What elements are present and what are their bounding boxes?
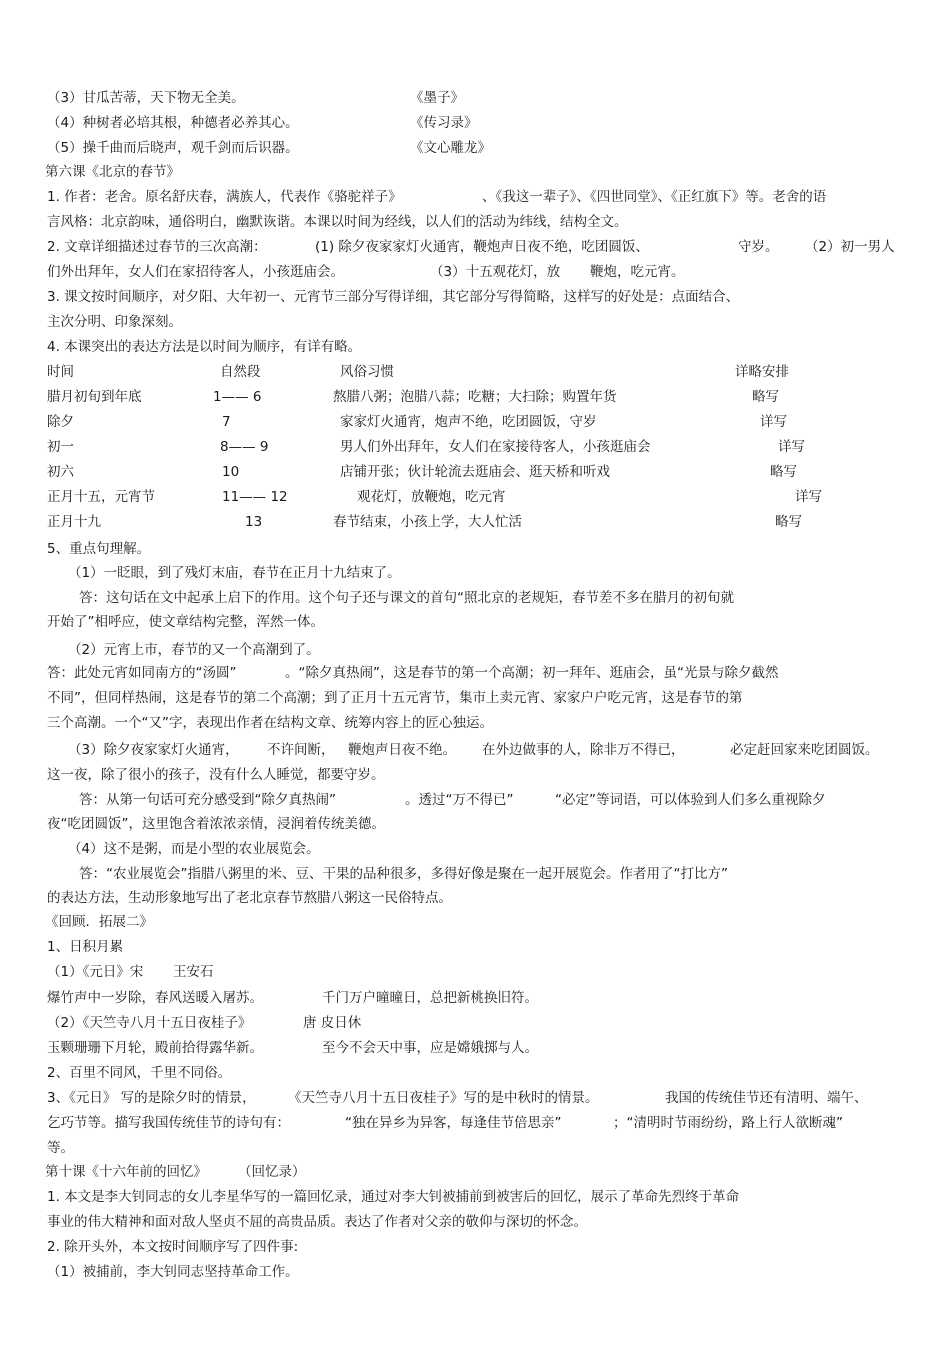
- lesson10-p1-line1: 1. 本文是李大钊同志的女儿李星华写的一篇回忆录，通过对李大钊被捕前到被害后的回忆，展示了革命先烈终于革命: [47, 1189, 740, 1205]
- table-cell: 正月十五，元宵节: [47, 489, 155, 505]
- table-cell: 熬腊八粥；泡腊八蒜；吃糖；大扫除；购置年货: [333, 389, 617, 405]
- review2-s3-line1c: 我国的传统佳节还有清明、端午、: [665, 1090, 868, 1106]
- table-header-custom: 风俗习惯: [340, 364, 394, 380]
- poem2-line1: 玉颗珊珊下月轮，殿前拾得露华新。: [47, 1040, 263, 1056]
- review2-s3-line3: 等。: [47, 1140, 74, 1156]
- proverb-3-source: 《墨子》: [410, 90, 464, 106]
- poem2-title: （2）《天竺寺八月十五日夜桂子》: [47, 1015, 252, 1031]
- question-3-line1e: 必定赶回家来吃团圆饭。: [730, 742, 879, 758]
- table-header-paragraph: 自然段: [220, 364, 261, 380]
- answer-2-line1b: 。“除夕真热闹”，这是春节的第一个高潮；初一拜年、逛庙会，虽“光景与除夕截然: [285, 665, 779, 681]
- answer-3-line1b: 。透过“万不得已”: [405, 792, 514, 808]
- question-4: （4）这不是粥，而是小型的农业展览会。: [68, 841, 320, 857]
- table-cell: 11—— 12: [222, 489, 288, 505]
- review2-title: 《回顾．拓展二》: [45, 914, 153, 930]
- lesson6-p2-line1b: (1) 除夕夜家家灯火通宵，鞭炮声日夜不绝，吃团圆饭、: [315, 239, 649, 255]
- poem1-line1: 爆竹声中一岁除，春风送暖入屠苏。: [47, 990, 263, 1006]
- answer-2-line2: 不同”，但同样热闹，这是春节的第二个高潮；到了正月十五元宵节，集市上卖元宵、家家户户吃元宵，这是春节的第: [47, 690, 743, 706]
- answer-3-line2: 夜“吃团圆饭”，这里饱含着浓浓亲情，浸润着传统美德。: [47, 816, 385, 832]
- table-cell: 家家灯火通宵，炮声不绝，吃团圆饭，守岁: [340, 414, 597, 430]
- table-cell: 略写: [775, 514, 802, 530]
- table-cell: 详写: [778, 439, 805, 455]
- review2-s3-line1b: 《天竺寺八月十五日夜桂子》写的是中秋时的情景。: [288, 1090, 599, 1106]
- lesson6-p1-line1a: 1. 作者：老舍。原名舒庆春，满族人，代表作《骆驼祥子》: [47, 189, 402, 205]
- lesson10-p3: （1）被捕前，李大钊同志坚持革命工作。: [47, 1264, 299, 1280]
- question-2: （2）元宵上市，春节的又一个高潮到了。: [68, 642, 320, 658]
- answer-4-line2: 的表达方法，生动形象地写出了老北京春节熬腊八粥这一民俗特点。: [47, 890, 452, 906]
- table-cell: 8—— 9: [220, 439, 269, 455]
- table-cell: 1—— 6: [213, 389, 262, 405]
- answer-3-line1a: 答：从第一句话可充分感受到“除夕真热闹”: [79, 792, 336, 808]
- lesson6-p1-line1b: 、《我这一辈子》、《四世同堂》、《正红旗下》等。老舍的语: [482, 189, 827, 205]
- poem2-line2: 至今不会天中事，应是嫦娥掷与人。: [322, 1040, 538, 1056]
- proverb-5: （5）操千曲而后晓声，观千剑而后识器。: [47, 140, 299, 156]
- question-3-line1a: （3）除夕夜家家灯火通宵，: [68, 742, 239, 758]
- poem1-title: （1）《元日》宋: [47, 964, 144, 980]
- lesson6-p2-line1d: （2）初一男人: [805, 239, 895, 255]
- table-cell: 腊月初旬到年底: [47, 389, 142, 405]
- answer-4-line1: 答：“农业展览会”指腊八粥里的米、豆、干果的品种很多，多得好像是聚在一起开展览会。作者用了“打比方”: [79, 866, 728, 882]
- lesson6-p3-line2: 主次分明、印象深刻。: [47, 314, 182, 330]
- table-cell: 13: [245, 514, 263, 530]
- answer-2-line3: 三个高潮。一个“又”字，表现出作者在结构文章、统筹内容上的匠心独运。: [47, 715, 493, 731]
- lesson10-p1-line2: 事业的伟大精神和面对敌人坚贞不屈的高贵品质。表达了作者对父亲的敬仰与深切的怀念。: [47, 1214, 587, 1230]
- review2-s1: 1、日积月累: [47, 939, 124, 955]
- table-cell: 观花灯，放鞭炮，吃元宵: [357, 489, 506, 505]
- poem1-line2: 千门万户曈曈日，总把新桃换旧符。: [322, 990, 538, 1006]
- poem2-author: 唐 皮日休: [303, 1015, 362, 1031]
- lesson10-p2: 2. 除开头外，本文按时间顺序写了四件事:: [47, 1239, 299, 1255]
- lesson6-p1-line2: 言风格：北京韵味，通俗明白，幽默诙谐。本课以时间为经线，以人们的活动为纬线，结构全文。: [47, 214, 628, 230]
- lesson6-p2-line1a: 2. 文章详细描述过春节的三次高潮：: [47, 239, 267, 255]
- table-cell: 7: [222, 414, 231, 430]
- lesson6-p2-line1c: 守岁。: [738, 239, 779, 255]
- lesson6-p4: 4. 本课突出的表达方法是以时间为顺序，有详有略。: [47, 339, 362, 355]
- table-header-detail: 详略安排: [735, 364, 789, 380]
- question-3-line1b: 不许间断，: [267, 742, 335, 758]
- review2-s3-line1a: 3、《元日》 写的是除夕时的情景，: [47, 1090, 256, 1106]
- answer-1-line2: 开始了”相呼应，使文章结构完整，浑然一体。: [47, 614, 324, 630]
- table-cell: 男人们外出拜年，女人们在家接待客人，小孩逛庙会: [340, 439, 651, 455]
- answer-1-line1: 答：这句话在文中起承上启下的作用。这个句子还与课文的首句“照北京的老规矩，春节差不多在腊月的初旬就: [79, 590, 734, 606]
- lesson6-p2-line2c: 鞭炮，吃元宵。: [590, 264, 685, 280]
- lesson6-title: 第六课《北京的春节》: [45, 164, 180, 180]
- question-3-line1c: 鞭炮声日夜不绝。: [348, 742, 456, 758]
- lesson6-p2-line2a: 们外出拜年，女人们在家招待客人，小孩逛庙会。: [47, 264, 344, 280]
- review2-s3-line2c: ；“清明时节雨纷纷，路上行人欲断魂”: [613, 1115, 843, 1131]
- table-header-time: 时间: [47, 364, 74, 380]
- question-3-line2: 这一夜，除了很小的孩子，没有什么人睡觉，都要守岁。: [47, 767, 385, 783]
- proverb-5-source: 《文心雕龙》: [410, 140, 491, 156]
- table-cell: 正月十九: [47, 514, 101, 530]
- table-cell: 略写: [770, 464, 797, 480]
- table-cell: 略写: [752, 389, 779, 405]
- table-cell: 除夕: [47, 414, 74, 430]
- key-sentences-title: 5、重点句理解。: [47, 541, 151, 557]
- table-cell: 初六: [47, 464, 74, 480]
- lesson6-p3-line1: 3. 课文按时间顺序，对夕阳、大年初一、元宵节三部分写得详细，其它部分写得简略，这样写的好处是：点面结合、: [47, 289, 740, 305]
- review2-s2: 2、百里不同风，千里不同俗。: [47, 1065, 232, 1081]
- proverb-4: （4）种树者必培其根，种德者必养其心。: [47, 115, 299, 131]
- proverb-4-source: 《传习录》: [410, 115, 478, 131]
- table-cell: 10: [222, 464, 240, 480]
- lesson10-title: 第十课《十六年前的回忆》: [45, 1164, 207, 1180]
- lesson10-title-genre: （回忆录）: [238, 1164, 306, 1180]
- lesson6-p2-line2b: （3）十五观花灯，放: [430, 264, 561, 280]
- question-1: （1）一眨眼，到了残灯末庙，春节在正月十九结束了。: [68, 565, 401, 581]
- answer-3-line1c: “必定”等词语，可以体验到人们多么重视除夕: [555, 792, 826, 808]
- review2-s3-line2a: 乞巧节等。描写我国传统佳节的诗句有：: [47, 1115, 290, 1131]
- table-cell: 春节结束，小孩上学，大人忙活: [333, 514, 522, 530]
- table-cell: 初一: [47, 439, 74, 455]
- table-cell: 店铺开张；伙计轮流去逛庙会、逛天桥和听戏: [340, 464, 610, 480]
- poem1-author: 王安石: [173, 964, 214, 980]
- review2-s3-line2b: “独在异乡为异客，每逢佳节倍思亲”: [345, 1115, 562, 1131]
- table-cell: 详写: [760, 414, 787, 430]
- answer-2-line1a: 答：此处元宵如同南方的“汤圆”: [47, 665, 237, 681]
- question-3-line1d: 在外边做事的人，除非万不得已，: [482, 742, 685, 758]
- proverb-3: （3）甘瓜苦蒂，天下物无全美。: [47, 90, 245, 106]
- table-cell: 详写: [795, 489, 822, 505]
